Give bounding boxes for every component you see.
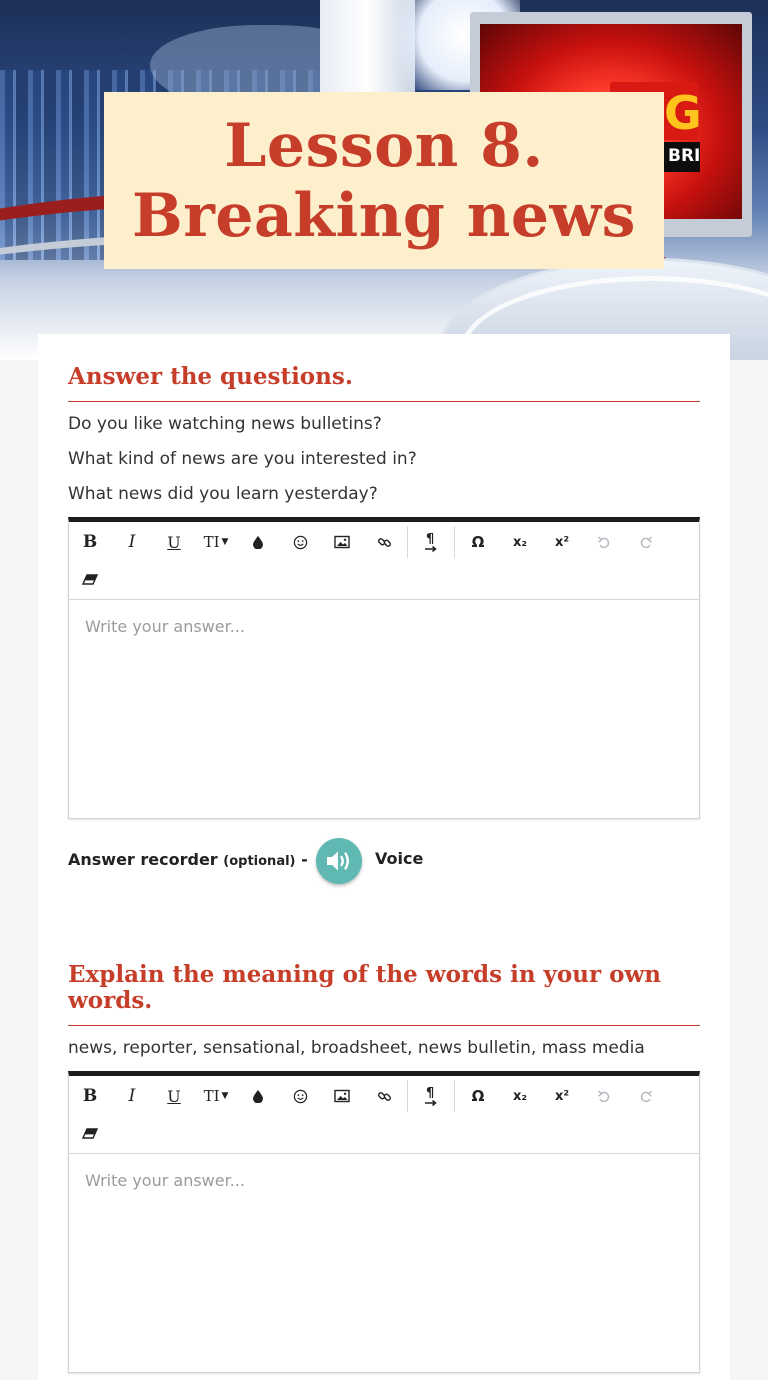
banner-screen-text: BRI [668, 146, 701, 166]
answer-editor-2 [68, 1071, 700, 1373]
page-title: Lesson 8. Breaking news [132, 110, 636, 251]
answer-input[interactable]: Write your answer... [85, 617, 245, 636]
insert-image-button[interactable] [321, 1079, 363, 1113]
text-color-button[interactable] [237, 525, 279, 559]
undo-button[interactable] [583, 525, 625, 559]
section-1-question-1: Do you like watching news bulletins? [68, 414, 382, 434]
toolbar-separator [407, 1080, 408, 1112]
banner-screen-letter: G [664, 86, 702, 140]
answer-input[interactable]: Write your answer... [85, 1171, 245, 1190]
text-size-label: TI [203, 1087, 220, 1105]
bold-button[interactable]: B [82, 532, 98, 552]
underline-button[interactable]: U [167, 1086, 181, 1106]
superscript-button[interactable]: x² [554, 534, 570, 550]
answer-editor-1 [68, 517, 700, 819]
recorder-optional: (optional) [223, 854, 296, 869]
text-direction-button[interactable] [410, 1079, 452, 1113]
section-2-divider [68, 1025, 700, 1026]
special-character-button[interactable]: Ω [471, 533, 485, 551]
redo-button[interactable] [625, 1079, 667, 1113]
toolbar-separator [454, 526, 455, 558]
svg-text:¶: ¶ [426, 1086, 435, 1101]
toolbar-separator [454, 1080, 455, 1112]
color-drop-icon [252, 1089, 264, 1103]
section-1-question-2: What kind of news are you interested in? [68, 449, 417, 469]
answer-recorder [68, 838, 468, 884]
caret-down-icon: ▼ [221, 1091, 229, 1101]
subscript-button[interactable]: x₂ [512, 1088, 528, 1104]
clear-formatting-button[interactable] [69, 563, 111, 597]
link-icon [377, 1089, 392, 1104]
editor-toolbar [69, 1076, 699, 1154]
section-2-word-list: news, reporter, sensational, broadsheet, news bulletin, mass media [68, 1038, 645, 1058]
subscript-button[interactable]: x₂ [512, 534, 528, 550]
caret-down-icon: ▼ [221, 537, 229, 547]
voice-record-button[interactable] [316, 838, 362, 884]
emoji-button[interactable] [279, 1079, 321, 1113]
redo-icon [639, 1089, 653, 1103]
title-box [104, 92, 664, 269]
italic-button[interactable]: I [128, 532, 136, 552]
toolbar-separator [407, 526, 408, 558]
text-size-button[interactable] [195, 525, 237, 559]
recorder-label [68, 850, 308, 869]
paragraph-direction-icon [424, 1085, 438, 1107]
text-size-label: TI [203, 533, 220, 551]
insert-link-button[interactable] [363, 525, 405, 559]
undo-icon [597, 1089, 611, 1103]
eraser-icon [82, 1128, 98, 1140]
speaker-icon [324, 848, 354, 874]
underline-button[interactable]: U [167, 532, 181, 552]
smiley-icon [293, 535, 308, 550]
text-size-button[interactable] [195, 1079, 237, 1113]
redo-button[interactable] [625, 525, 667, 559]
undo-icon [597, 535, 611, 549]
insert-link-button[interactable] [363, 1079, 405, 1113]
italic-button[interactable]: I [128, 1086, 136, 1106]
insert-image-button[interactable] [321, 525, 363, 559]
image-icon [334, 1089, 350, 1103]
smiley-icon [293, 1089, 308, 1104]
undo-button[interactable] [583, 1079, 625, 1113]
recorder-dash: - [301, 850, 308, 869]
section-1-title: Answer the questions. [68, 363, 353, 390]
editor-toolbar [69, 522, 699, 600]
text-direction-button[interactable] [410, 525, 452, 559]
section-1-question-3: What news did you learn yesterday? [68, 484, 378, 504]
image-icon [334, 535, 350, 549]
text-color-button[interactable] [237, 1079, 279, 1113]
link-icon [377, 535, 392, 550]
emoji-button[interactable] [279, 525, 321, 559]
section-1-divider [68, 401, 700, 402]
eraser-icon [82, 574, 98, 586]
clear-formatting-button[interactable] [69, 1117, 111, 1151]
redo-icon [639, 535, 653, 549]
recorder-label-text: Answer recorder [68, 850, 218, 869]
section-2-title: Explain the meaning of the words in your own words. [68, 961, 661, 1014]
paragraph-direction-icon [424, 531, 438, 553]
svg-text:¶: ¶ [426, 532, 435, 547]
bold-button[interactable]: B [82, 1086, 98, 1106]
color-drop-icon [252, 535, 264, 549]
special-character-button[interactable]: Ω [471, 1087, 485, 1105]
superscript-button[interactable]: x² [554, 1088, 570, 1104]
voice-label: Voice [375, 849, 424, 868]
